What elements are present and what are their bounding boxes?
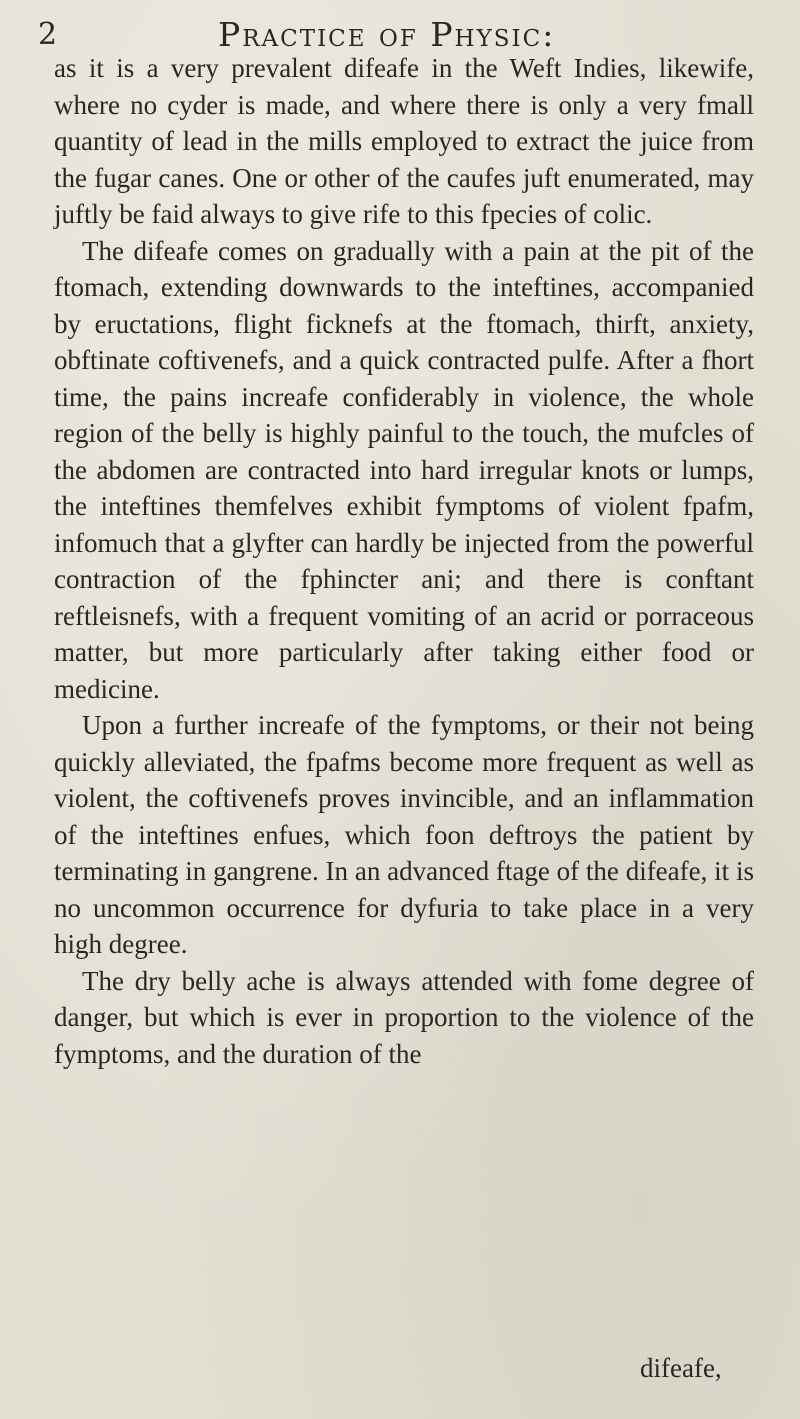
page-header (38, 14, 778, 54)
paragraph-4: The dry belly ache is always attended with fome degree of danger, but which is ever in proportion to the violence of the fymptoms, and the duration of the (54, 965, 754, 1069)
paragraph-1: as it is a very prevalent difeafe in the Weft Indies, likewife, where no cyder is made, and where there is only a very fmall quantity of lead in the mills employed to extract the juice from the fugar canes. One or other of the caufes juft enumerated, may juftly be faid always to give rife to this fpecies of colic. (54, 53, 754, 229)
page-number: 2 (38, 17, 58, 52)
running-head: Practice of Physic: (218, 15, 556, 54)
body-text (54, 50, 754, 1072)
catchword: difeafe, (640, 1353, 722, 1383)
paragraph-2: The difeafe comes on gradually with a pain at the pit of the ftomach, extending downwards to the inteftines, accompanied by eructations, flight ficknefs at the ftomach, thirft, anxiety, obftinate coftivenefs, and a quick contracted pulfe. After a fhort time, the pains increafe confiderably in violence, the whole region of the belly is highly painful to the touch, the mufcles of the abdomen are contracted into hard irregular knots or lumps, the inteftines themfelves exhibit fymptoms of violent fpafm, infomuch that a glyfter can hardly be injected from the powerful contraction of the fphincter ani; and there is conftant reftleisnefs, with a frequent vomiting of an acrid or porraceous matter, but more particularly after taking either food or medicine. (54, 235, 754, 704)
paragraph-3: Upon a further increafe of the fymptoms, or their not being quickly alleviated, the fpafms become more frequent as well as violent, the coftivenefs proves invincible, and an inflammation of the inteftines enfues, which foon deftroys the patient by terminating in gangrene. In an advanced ftage of the difeafe, it is no uncommon occurrence for dyfuria to take place in a very high degree. (54, 710, 754, 959)
